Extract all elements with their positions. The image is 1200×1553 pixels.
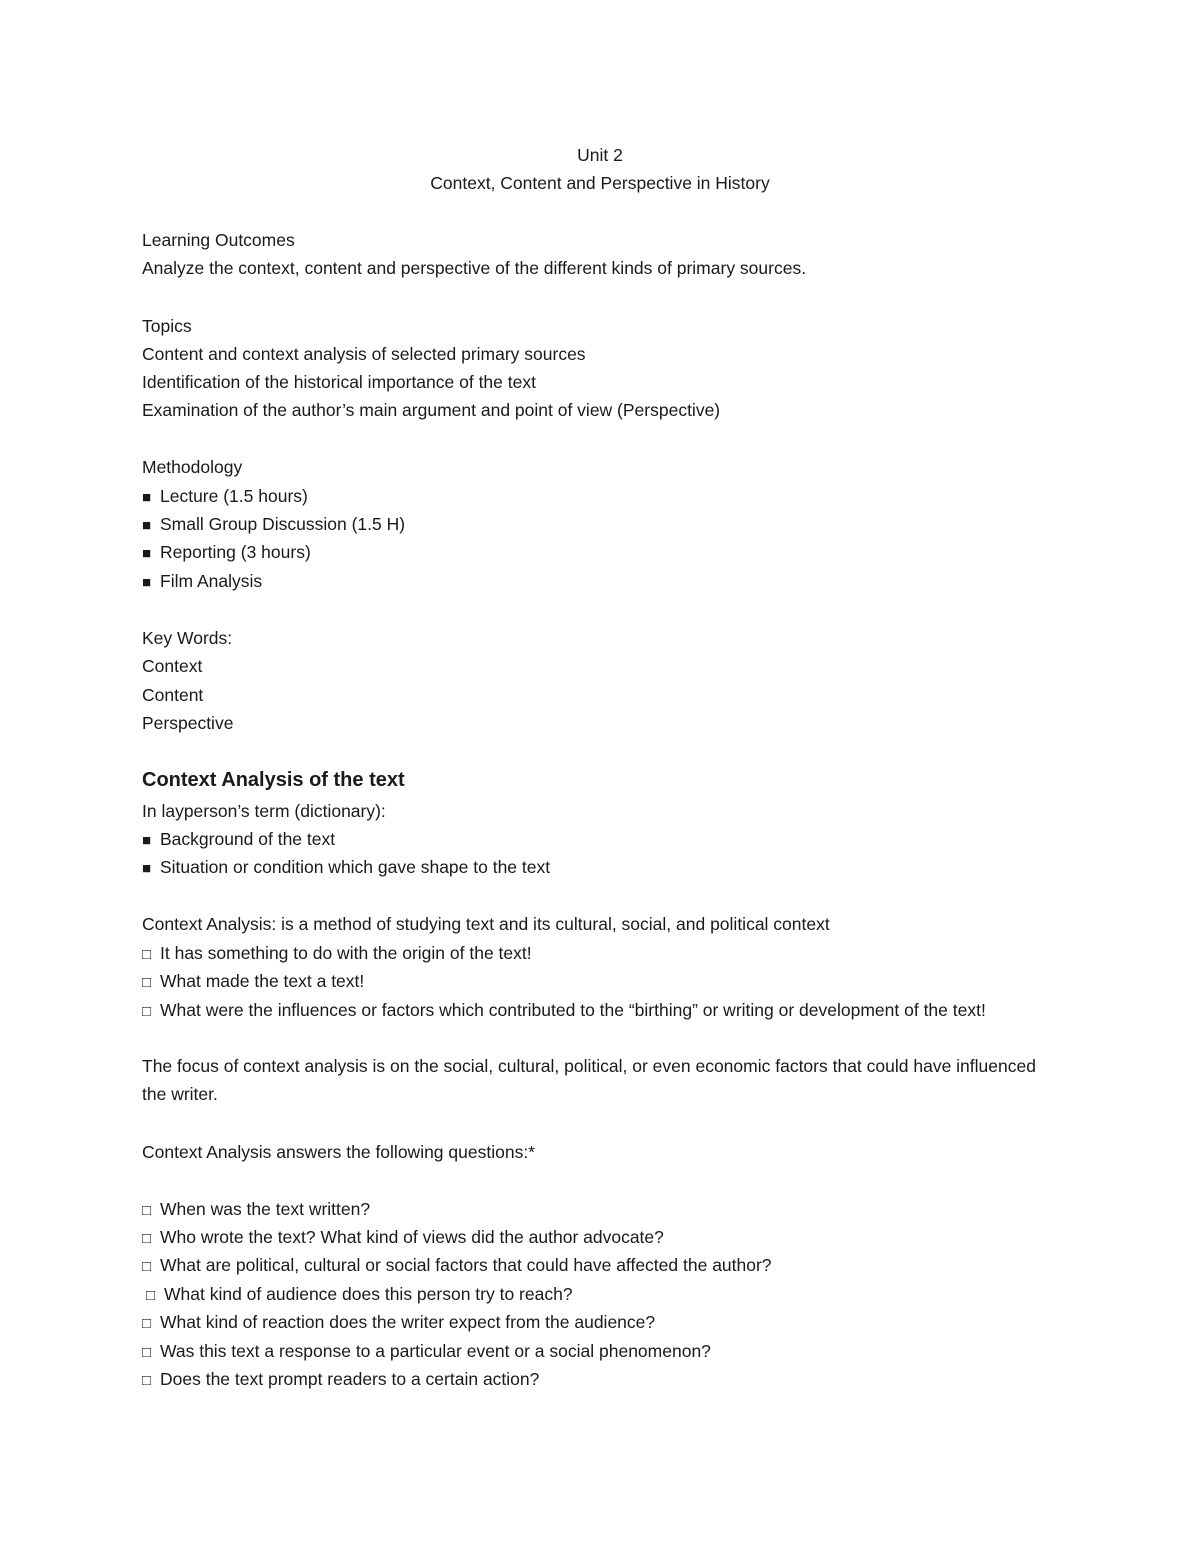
key-word: Context — [142, 656, 203, 676]
definition-item-label: It has something to do with the origin of the text! — [160, 943, 532, 963]
question-item — [142, 1308, 655, 1338]
checkbox-outline-icon: □ — [142, 1372, 152, 1389]
focus-paragraph: The focus of context analysis is on the social, cultural, political, or even economic factors that could have influenced the writer. — [142, 1056, 1036, 1104]
square-bullet-icon: ■ — [142, 832, 152, 849]
checkbox-outline-icon: □ — [142, 1003, 152, 1020]
learning-outcomes-text: Analyze the context, content and perspective of the different kinds of primary sources. — [142, 258, 807, 278]
question-label: When was the text written? — [160, 1199, 371, 1219]
checkbox-outline-icon: □ — [142, 1344, 152, 1361]
question-label: Does the text prompt readers to a certain action? — [160, 1369, 540, 1389]
question-label: What kind of audience does this person try to reach? — [164, 1284, 573, 1304]
methodology-heading: Methodology — [142, 457, 243, 477]
question-item — [142, 1223, 664, 1253]
checkbox-outline-icon: □ — [142, 974, 152, 991]
definition-item-label: What made the text a text! — [160, 971, 365, 991]
question-item — [142, 1251, 772, 1281]
topic-item: Content and context analysis of selected primary sources — [142, 344, 586, 364]
section-heading: Context Analysis of the text — [142, 769, 405, 791]
question-item — [142, 1195, 370, 1225]
checkbox-outline-icon: □ — [142, 1258, 152, 1275]
topics-heading: Topics — [142, 316, 192, 336]
context-analysis-definition: Context Analysis: is a method of studying text and its cultural, social, and political context — [142, 914, 830, 934]
unit-label: Unit 2 — [577, 145, 623, 165]
question-item — [142, 1365, 539, 1395]
checkbox-outline-icon: □ — [142, 1230, 152, 1247]
question-label: What kind of reaction does the writer expect from the audience? — [160, 1312, 656, 1332]
definition-item — [142, 996, 1062, 1026]
question-label: Who wrote the text? What kind of views did the author advocate? — [160, 1227, 664, 1247]
topic-item: Identification of the historical importance of the text — [142, 372, 536, 392]
square-bullet-icon: ■ — [142, 489, 152, 506]
layperson-item — [142, 825, 335, 855]
key-word: Content — [142, 685, 204, 705]
square-bullet-icon: ■ — [142, 517, 152, 534]
question-item — [142, 1337, 711, 1367]
key-word: Perspective — [142, 713, 234, 733]
methodology-item-label: Lecture (1.5 hours) — [160, 486, 308, 506]
methodology-item-label: Reporting (3 hours) — [160, 542, 311, 562]
definition-item-label: What were the influences or factors which contributed to the “birthing” or writing or development of the text! — [160, 1000, 986, 1020]
question-label: Was this text a response to a particular event or a social phenomenon? — [160, 1341, 711, 1361]
square-bullet-icon: ■ — [142, 545, 152, 562]
square-bullet-icon: ■ — [142, 574, 152, 591]
layperson-item — [142, 853, 550, 883]
methodology-item — [142, 567, 262, 597]
methodology-item — [142, 510, 405, 540]
topic-item: Examination of the author’s main argument and point of view (Perspective) — [142, 400, 721, 420]
question-label: What are political, cultural or social factors that could have affected the author? — [160, 1255, 772, 1275]
checkbox-outline-icon: □ — [146, 1287, 156, 1304]
key-words-heading: Key Words: — [142, 628, 233, 648]
methodology-item-label: Film Analysis — [160, 571, 263, 591]
definition-item — [142, 939, 532, 969]
checkbox-outline-icon: □ — [142, 1315, 152, 1332]
layperson-item-label: Situation or condition which gave shape to the text — [160, 857, 551, 877]
definition-item — [142, 967, 364, 997]
square-bullet-icon: ■ — [142, 860, 152, 877]
methodology-item — [142, 538, 311, 568]
methodology-item — [142, 482, 308, 512]
layperson-item-label: Background of the text — [160, 829, 336, 849]
learning-outcomes-heading: Learning Outcomes — [142, 230, 295, 250]
layperson-intro: In layperson’s term (dictionary): — [142, 801, 386, 821]
question-item — [146, 1280, 573, 1310]
page-title: Context, Content and Perspective in History — [430, 173, 770, 193]
questions-intro: Context Analysis answers the following questions:* — [142, 1142, 535, 1162]
methodology-item-label: Small Group Discussion (1.5 H) — [160, 514, 406, 534]
checkbox-outline-icon: □ — [142, 946, 152, 963]
checkbox-outline-icon: □ — [142, 1202, 152, 1219]
